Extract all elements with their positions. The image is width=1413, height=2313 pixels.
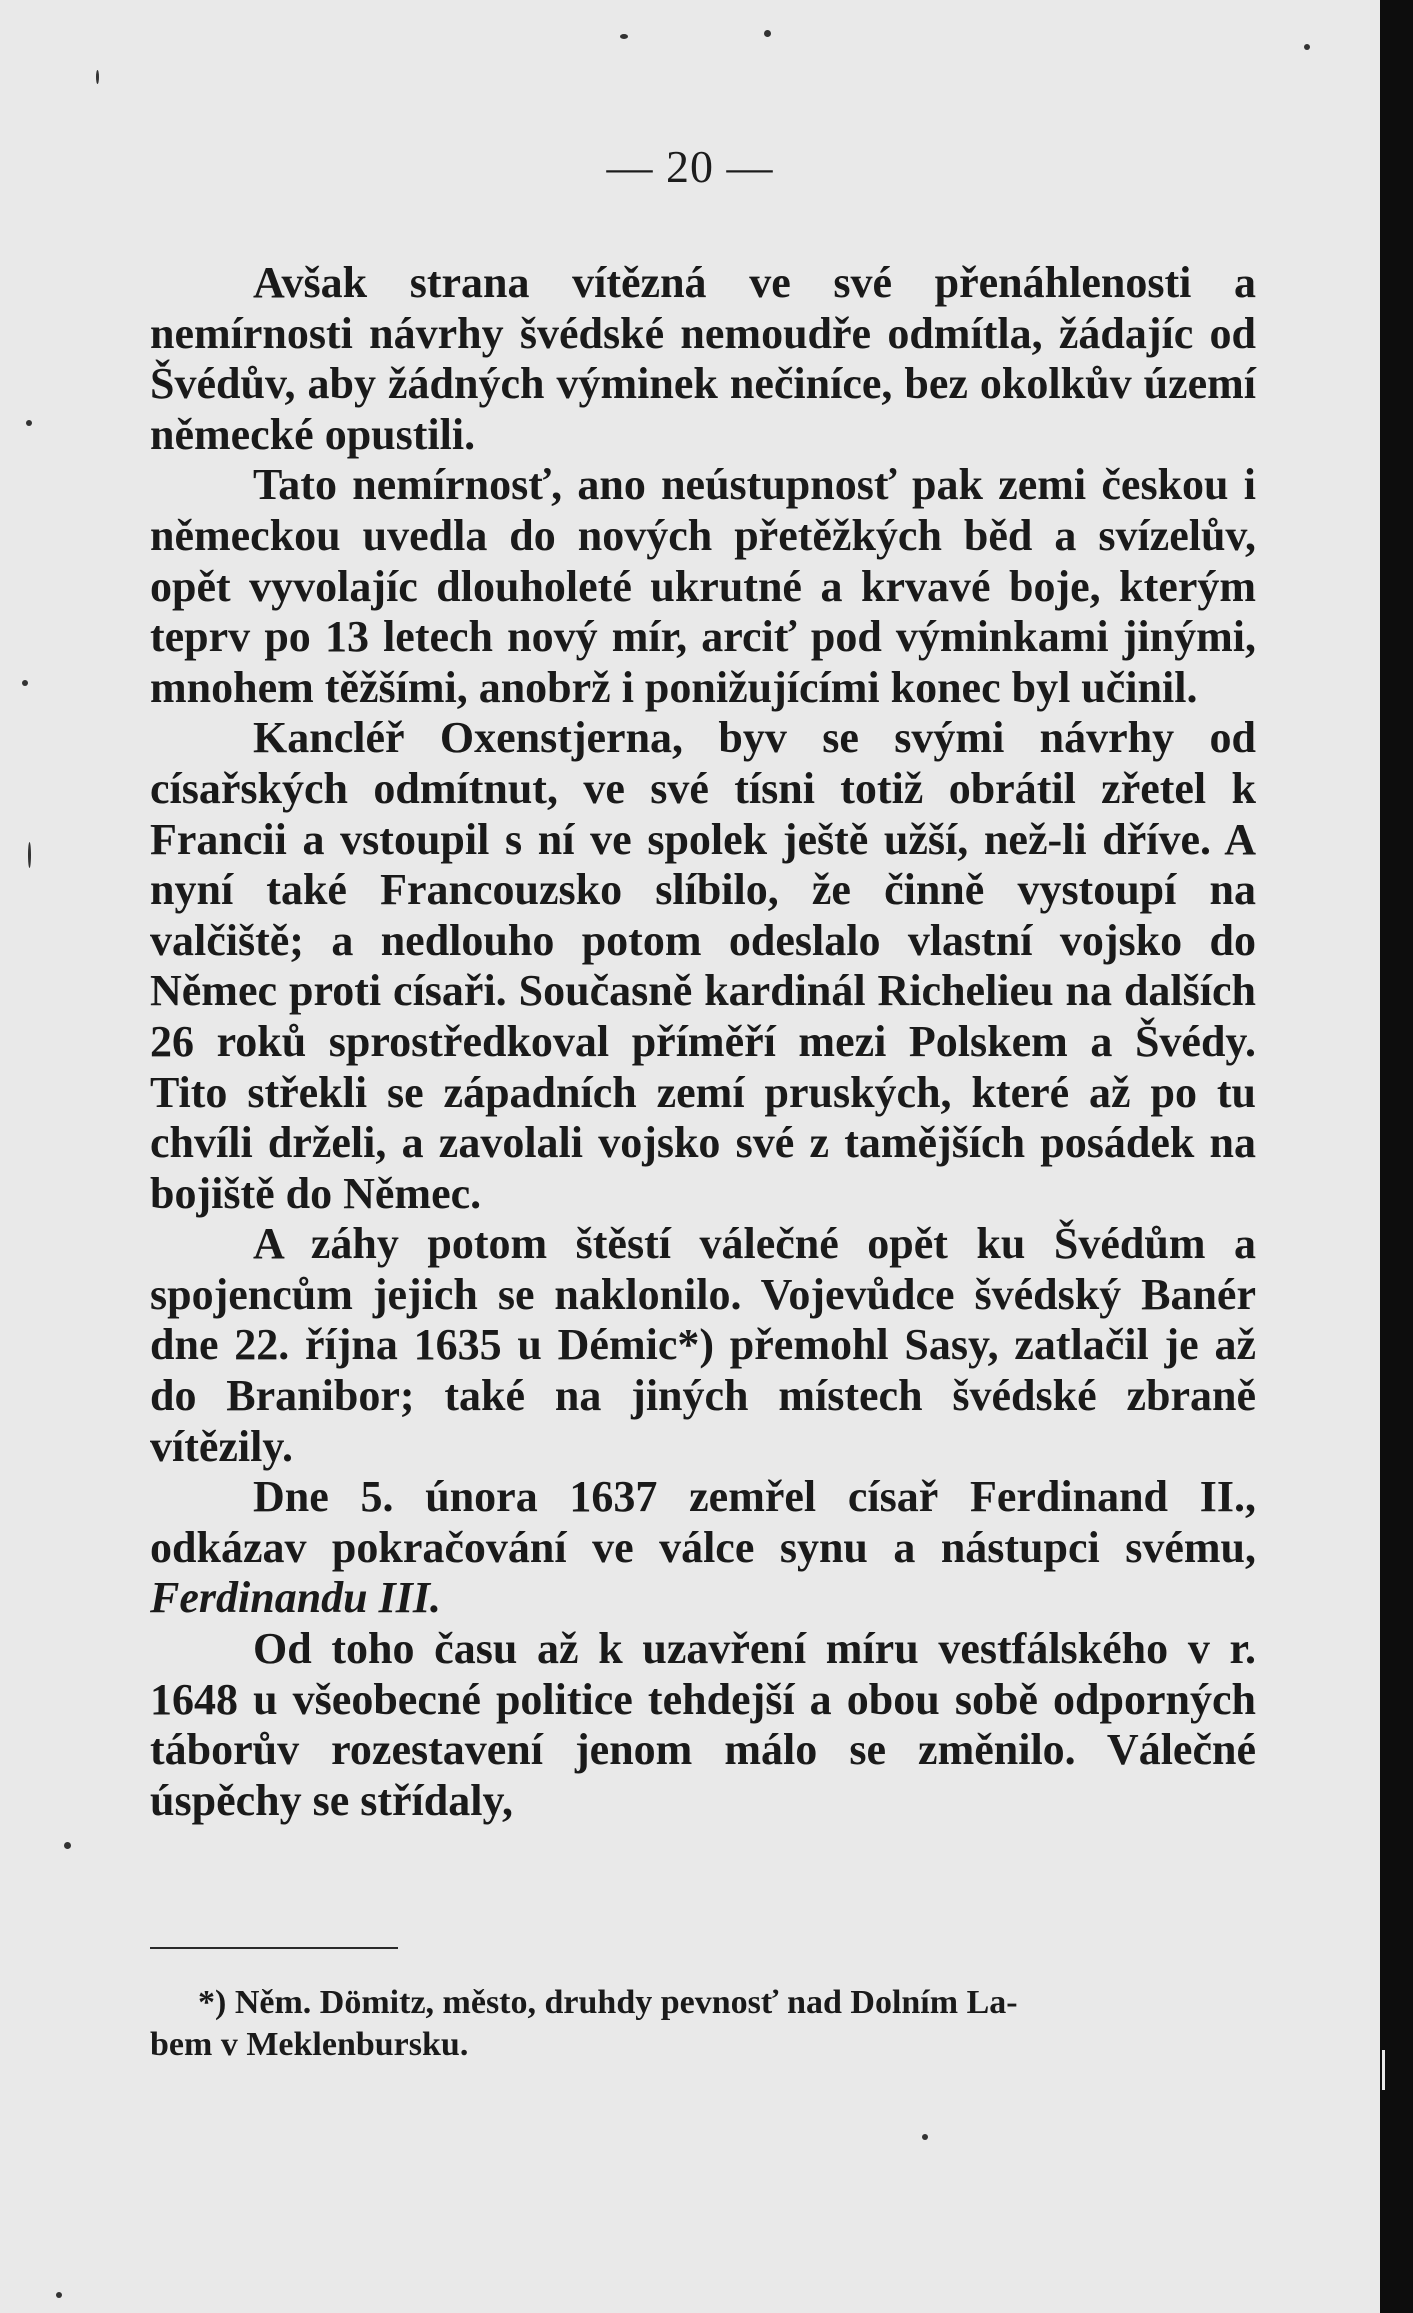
scan-speck xyxy=(56,2292,62,2298)
scan-speck xyxy=(28,842,31,868)
paragraph: Od toho času až k uzavření míru vestfálského v r. 1648 u všeobecné politice tehdejší a obou sobě odporných táborův rozestavení jenom málo se změnilo. Válečné úspěchy se střídaly, xyxy=(150,1624,1256,1825)
paragraph: Avšak strana vítězná ve své přenáhlenosti a nemírnosti návrhy švédské nemoudře odmítla, žádajíc od Švédův, aby žádných výminek nečiníce, bez okolkův území německé opustili. xyxy=(150,258,1256,459)
paragraph xyxy=(150,1472,1256,1624)
paragraph: A záhy potom štěstí válečné opět ku Švédům a spojencům jejich se naklonilo. Vojevůdce švédský Banér dne 22. října 1635 u Démic*) přemohl Sasy, zatlačil je až do Branibor; také na jiných místech švédské zbraně vítězily. xyxy=(150,1219,1256,1471)
scan-border xyxy=(1380,0,1413,2313)
scan-speck xyxy=(922,2134,928,2140)
page-number: — 20 — xyxy=(606,141,774,192)
footnote-divider xyxy=(150,1947,398,1949)
emphasized-name: Ferdinandu III. xyxy=(150,1573,442,1623)
footnote xyxy=(150,1982,1256,2066)
scan-speck xyxy=(64,1842,71,1849)
scan-speck xyxy=(22,680,28,686)
footnote-marker: *) xyxy=(198,1984,227,2021)
scan-speck xyxy=(1304,44,1310,50)
paragraph-text: Dne 5. února 1637 zemřel císař Ferdinand II., odkázav pokračování ve válce synu a nástupci svému, xyxy=(150,1472,1256,1572)
scan-speck xyxy=(26,420,32,426)
footnote-text: Něm. Dömitz, město, druhdy pevnosť nad Dolním La- xyxy=(234,1984,1018,2021)
footnote-line: bem v Meklenbursku. xyxy=(150,2026,469,2063)
paragraph: Kancléř Oxenstjerna, byv se svými návrhy od císařských odmítnut, ve své tísni totiž obrátil zřetel k Francii a vstoupil s ní ve spolek ještě užší, než-li dříve. A nyní také Francouzsko slíbilo, že činně vystoupí na valčiště; a nedlouho potom odeslalo vlastní vojsko do Němec proti císaři. Současně kardinál Richelieu na dalších 26 roků sprostředkoval příměří mezi Polskem a Švédy. Tito střekli se západních zemí pruských, které až po tu chvíli drželi, a zavolali vojsko své z tamějších posádek na bojiště do Němec. xyxy=(150,713,1256,1218)
footnote-line xyxy=(150,1982,1256,2024)
paragraph: Tato nemírnosť, ano neústupnosť pak zemi českou i německou uvedla do nových přetěžkých běd a svízelův, opět vyvolajíc dlouholeté ukrutné a krvavé boje, kterým teprv po 13 letech nový mír, arciť pod výminkami jinými, mnohem těžšími, anobrž i ponižujícími konec byl učinil. xyxy=(150,460,1256,712)
scan-notch xyxy=(1382,2050,1399,2090)
scan-speck xyxy=(620,34,628,39)
scan-speck xyxy=(764,30,771,37)
body-text xyxy=(150,258,1256,1826)
scan-speck xyxy=(96,70,99,84)
